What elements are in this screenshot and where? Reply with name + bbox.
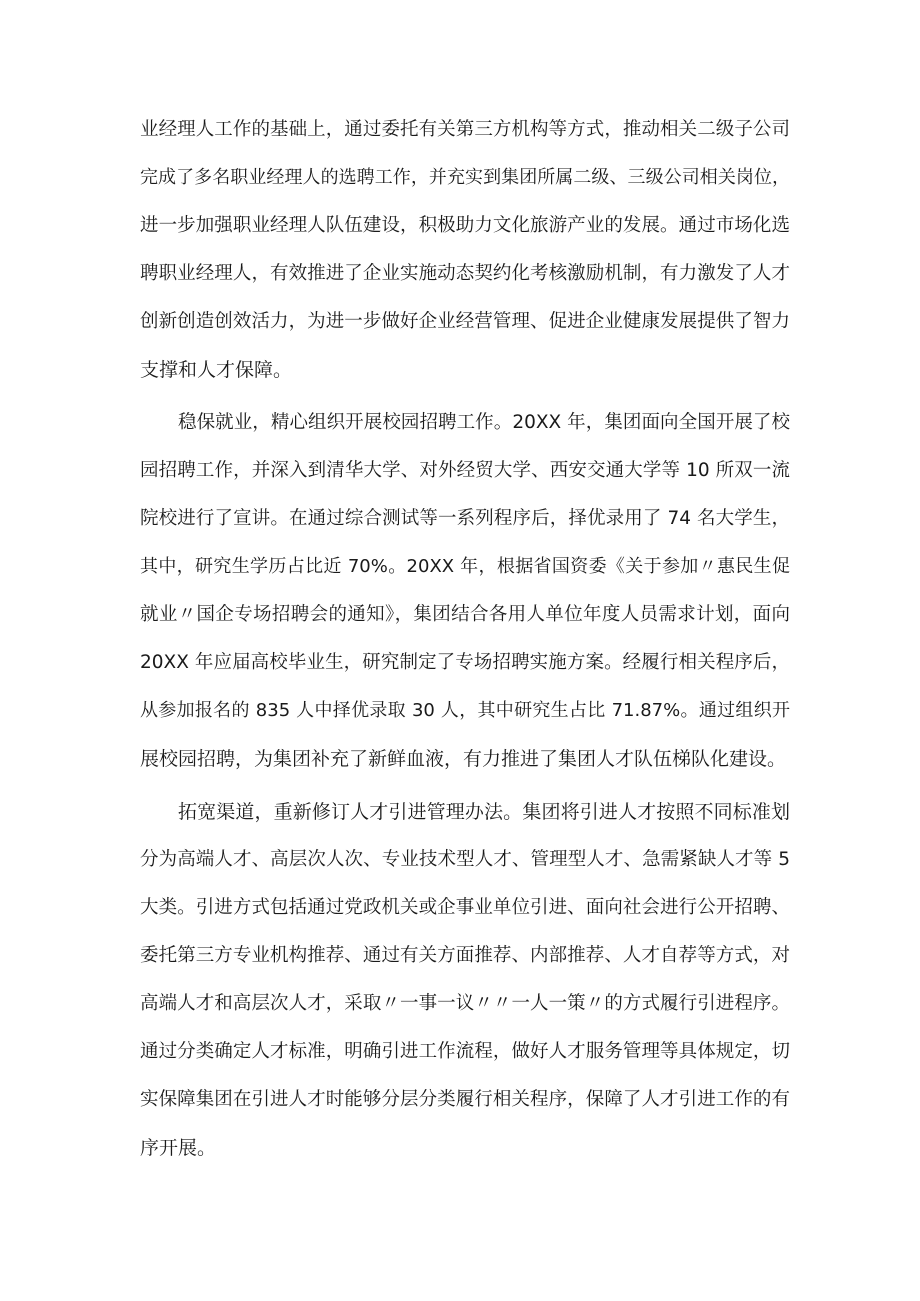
paragraph-1-line-5: 创新创造创效活力，为进一步做好企业经营管理、促进企业健康发展提供了智力 [140, 311, 790, 332]
paragraph-3-line-3: 大类。引进方式包括通过党政机关或企事业单位引进、面向社会进行公开招聘、 [140, 897, 790, 918]
paragraph-2-line-7: 从参加报名的 835 人中择优录取 30 人，其中研究生占比 71.87%。通过组织开 [140, 700, 790, 721]
paragraph-1-line-3: 进一步加强职业经理人队伍建设，积极助力文化旅游产业的发展。通过市场化选 [140, 215, 790, 236]
paragraph-3-line-2: 分为高端人才、高层次人次、专业技术型人才、管理型人才、急需紧缺人才等 5 [140, 849, 790, 870]
paragraph-3-line-4: 委托第三方专业机构推荐、通过有关方面推荐、内部推荐、人才自荐等方式，对 [140, 945, 790, 966]
paragraph-2-line-4: 其中，研究生学历占比近 70%。20XX 年，根据省国资委《关于参加〃惠民生促 [140, 556, 790, 577]
paragraph-2-line-5: 就业〃国企专场招聘会的通知》，集团结合各用人单位年度人员需求计划，面向 [140, 604, 790, 625]
paragraph-2-line-2: 园招聘工作，并深入到清华大学、对外经贸大学、西安交通大学等 10 所双一流 [140, 460, 790, 481]
paragraph-1-line-2: 完成了多名职业经理人的选聘工作，并充实到集团所属二级、三级公司相关岗位， [140, 167, 790, 188]
paragraph-1-line-6: 支撑和人才保障。 [140, 359, 293, 381]
paragraph-3-line-6: 通过分类确定人才标准，明确引进工作流程，做好人才服务管理等具体规定，切 [140, 1041, 790, 1062]
paragraph-1-line-1: 业经理人工作的基础上，通过委托有关第三方机构等方式，推动相关二级子公司 [140, 119, 790, 140]
paragraph-3-line-7: 实保障集团在引进人才时能够分层分类履行相关程序，保障了人才引进工作的有 [140, 1089, 790, 1110]
paragraph-2-line-1: 稳保就业，精心组织开展校园招聘工作。20XX 年，集团面向全国开展了校 [178, 412, 790, 433]
paragraph-3-line-5: 高端人才和高层次人才，采取〃一事一议〃〃一人一策〃的方式履行引进程序。 [140, 993, 790, 1014]
paragraph-2-line-8: 展校园招聘，为集团补充了新鲜血液，有力推进了集团人才队伍梯队化建设。 [140, 748, 787, 770]
paragraph-1-line-4: 聘职业经理人，有效推进了企业实施动态契约化考核激励机制，有力激发了人才 [140, 263, 790, 284]
paragraph-3-line-8: 序开展。 [140, 1137, 217, 1159]
paragraph-2-line-6: 20XX 年应届高校毕业生，研究制定了专场招聘实施方案。经履行相关程序后， [140, 652, 790, 673]
paragraph-2-line-3: 院校进行了宣讲。在通过综合测试等一系列程序后，择优录用了 74 名大学生， [140, 508, 790, 529]
paragraph-3-line-1: 拓宽渠道，重新修订人才引进管理办法。集团将引进人才按照不同标准划 [178, 801, 790, 823]
